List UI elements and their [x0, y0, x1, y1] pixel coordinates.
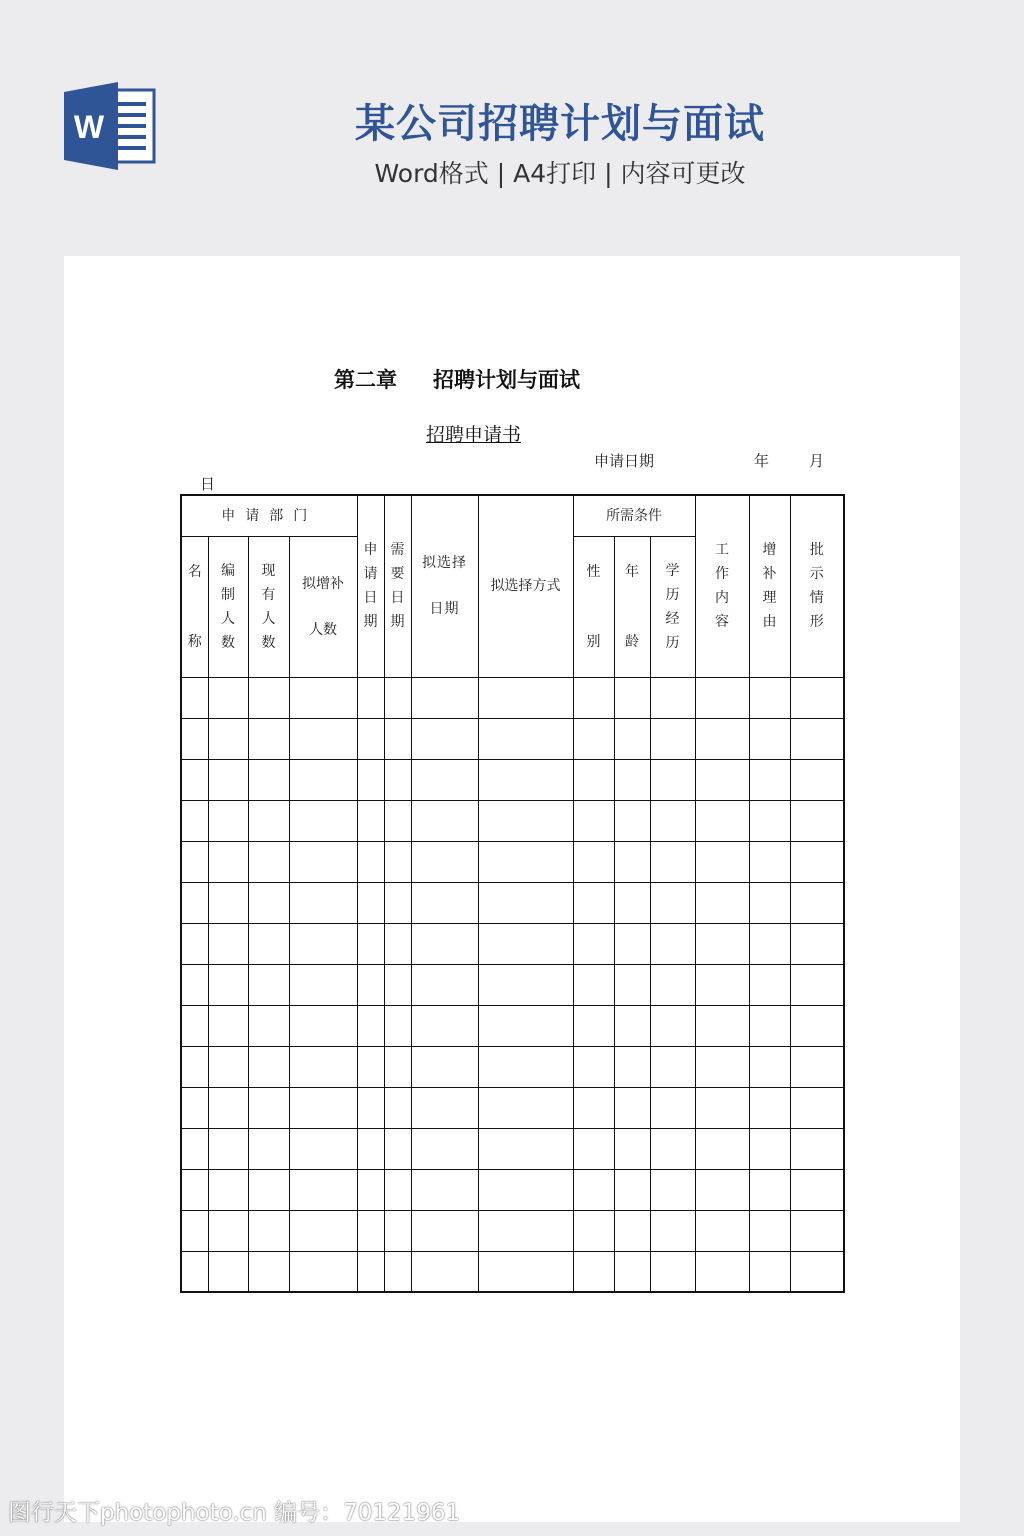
table-row [181, 1169, 844, 1210]
table-cell[interactable] [478, 677, 573, 718]
table-cell[interactable] [614, 1169, 650, 1210]
table-cell[interactable] [614, 1128, 650, 1169]
table-cell[interactable] [248, 1128, 289, 1169]
table-cell[interactable] [248, 882, 289, 923]
table-cell[interactable] [650, 1210, 695, 1251]
reason-header: 增补理由 [749, 495, 790, 677]
table-cell[interactable] [573, 964, 614, 1005]
table-cell[interactable] [650, 964, 695, 1005]
date-day: 日 [200, 475, 216, 493]
table-cell[interactable] [650, 718, 695, 759]
table-cell[interactable] [208, 1087, 248, 1128]
need-date-header: 需要日期 [384, 495, 411, 677]
table-cell[interactable] [614, 1005, 650, 1046]
table-cell[interactable] [289, 1046, 357, 1087]
table-cell[interactable] [384, 1046, 411, 1087]
table-cell[interactable] [573, 1128, 614, 1169]
table-cell[interactable] [384, 1087, 411, 1128]
table-row [181, 1251, 844, 1292]
chapter-title: 招聘计划与面试 [433, 368, 580, 392]
table-cell[interactable] [357, 1128, 384, 1169]
table-cell[interactable] [478, 1210, 573, 1251]
table-cell[interactable] [573, 1087, 614, 1128]
table-cell[interactable] [478, 841, 573, 882]
select-method-header: 拟选择方式 [478, 495, 573, 677]
table-cell[interactable] [478, 964, 573, 1005]
table-cell[interactable] [208, 1046, 248, 1087]
table-cell[interactable] [248, 841, 289, 882]
table-cell[interactable] [790, 923, 844, 964]
table-cell[interactable] [614, 718, 650, 759]
table-cell[interactable] [208, 759, 248, 800]
table-cell[interactable] [248, 1046, 289, 1087]
table-cell[interactable] [411, 882, 478, 923]
table-cell[interactable] [790, 1005, 844, 1046]
table-cell[interactable] [411, 718, 478, 759]
table-cell[interactable] [181, 841, 208, 882]
table-cell[interactable] [478, 1087, 573, 1128]
table-cell[interactable] [181, 1251, 208, 1292]
table-row [181, 1046, 844, 1087]
table-cell[interactable] [749, 677, 790, 718]
table-row [181, 964, 844, 1005]
table-cell[interactable] [790, 759, 844, 800]
table-cell[interactable] [181, 882, 208, 923]
header-row-1 [181, 495, 844, 536]
table-cell[interactable] [357, 1169, 384, 1210]
table-cell[interactable] [384, 800, 411, 841]
table-cell[interactable] [790, 1210, 844, 1251]
chapter-number: 第二章 [334, 368, 397, 392]
table-cell[interactable] [208, 882, 248, 923]
table-cell[interactable] [411, 1128, 478, 1169]
table-cell[interactable] [357, 800, 384, 841]
table-cell[interactable] [289, 1128, 357, 1169]
table-cell[interactable] [749, 1005, 790, 1046]
table-cell[interactable] [208, 1169, 248, 1210]
table-cell[interactable] [749, 1128, 790, 1169]
table-cell[interactable] [248, 1169, 289, 1210]
table-cell[interactable] [248, 718, 289, 759]
table-cell[interactable] [248, 923, 289, 964]
table-cell[interactable] [614, 964, 650, 1005]
table-cell[interactable] [181, 1005, 208, 1046]
table-cell[interactable] [289, 1005, 357, 1046]
table-cell[interactable] [695, 841, 749, 882]
table-cell[interactable] [573, 1210, 614, 1251]
current-staff-header: 现有人数 [248, 536, 289, 677]
table-cell[interactable] [790, 1046, 844, 1087]
table-cell[interactable] [289, 882, 357, 923]
table-cell[interactable] [614, 841, 650, 882]
table-cell[interactable] [208, 923, 248, 964]
table-cell[interactable] [357, 964, 384, 1005]
table-cell[interactable] [357, 718, 384, 759]
table-cell[interactable] [289, 923, 357, 964]
table-cell[interactable] [411, 800, 478, 841]
table-row [181, 841, 844, 882]
table-cell[interactable] [181, 1046, 208, 1087]
table-cell[interactable] [289, 800, 357, 841]
table-cell[interactable] [749, 1251, 790, 1292]
table-cell[interactable] [289, 1087, 357, 1128]
table-cell[interactable] [573, 759, 614, 800]
table-cell[interactable] [614, 1087, 650, 1128]
table-cell[interactable] [749, 882, 790, 923]
table-cell[interactable] [411, 1005, 478, 1046]
table-row [181, 1005, 844, 1046]
table-cell[interactable] [411, 1046, 478, 1087]
table-cell[interactable] [650, 1128, 695, 1169]
table-cell[interactable] [573, 1251, 614, 1292]
table-cell[interactable] [790, 800, 844, 841]
table-cell[interactable] [695, 1210, 749, 1251]
table-cell[interactable] [749, 841, 790, 882]
table-cell[interactable] [289, 1169, 357, 1210]
table-cell[interactable] [384, 964, 411, 1005]
page-subtitle: Word格式 | A4打印 | 内容可更改 [374, 159, 746, 188]
table-cell[interactable] [248, 964, 289, 1005]
table-cell[interactable] [181, 1128, 208, 1169]
table-cell[interactable] [695, 882, 749, 923]
table-cell[interactable] [384, 1251, 411, 1292]
table-cell[interactable] [411, 964, 478, 1005]
table-cell[interactable] [614, 882, 650, 923]
recruitment-table [180, 494, 845, 1293]
watermark: 图行天下photophoto.cn 编号：70121961 [8, 1500, 461, 1526]
date-year: 年 [754, 452, 770, 470]
table-cell[interactable] [650, 1046, 695, 1087]
table-cell[interactable] [695, 964, 749, 1005]
table-cell[interactable] [289, 759, 357, 800]
staffing-header: 编制人数 [208, 536, 248, 677]
table-cell[interactable] [573, 677, 614, 718]
select-date-header: 拟选择日期 [411, 495, 478, 677]
age-header: 年龄 [614, 536, 650, 677]
table-cell[interactable] [573, 923, 614, 964]
table-cell[interactable] [749, 923, 790, 964]
table-cell[interactable] [181, 964, 208, 1005]
table-cell[interactable] [650, 882, 695, 923]
table-cell[interactable] [614, 759, 650, 800]
table-row [181, 1128, 844, 1169]
table-cell[interactable] [289, 964, 357, 1005]
table-cell[interactable] [411, 759, 478, 800]
table-cell[interactable] [695, 1128, 749, 1169]
table-cell[interactable] [181, 1087, 208, 1128]
table-cell[interactable] [695, 1005, 749, 1046]
table-cell[interactable] [790, 677, 844, 718]
table-row [181, 1210, 844, 1251]
table-cell[interactable] [384, 718, 411, 759]
table-cell[interactable] [790, 841, 844, 882]
table-row [181, 718, 844, 759]
name-header: 名称 [181, 536, 208, 677]
table-cell[interactable] [248, 1005, 289, 1046]
table-cell[interactable] [650, 841, 695, 882]
table-cell[interactable] [650, 1005, 695, 1046]
table-cell[interactable] [573, 841, 614, 882]
table-row [181, 677, 844, 718]
table-row [181, 923, 844, 964]
table-cell[interactable] [749, 1046, 790, 1087]
table-cell[interactable] [384, 1005, 411, 1046]
table-cell[interactable] [614, 923, 650, 964]
table-cell[interactable] [384, 759, 411, 800]
table-cell[interactable] [384, 1169, 411, 1210]
table-cell[interactable] [650, 1251, 695, 1292]
table-cell[interactable] [248, 677, 289, 718]
table-cell[interactable] [384, 677, 411, 718]
table-cell[interactable] [208, 1251, 248, 1292]
table-cell[interactable] [289, 1251, 357, 1292]
table-cell[interactable] [614, 677, 650, 718]
table-cell[interactable] [749, 800, 790, 841]
table-cell[interactable] [248, 1087, 289, 1128]
table-cell[interactable] [478, 1128, 573, 1169]
table-cell[interactable] [478, 718, 573, 759]
table-cell[interactable] [384, 1128, 411, 1169]
table-cell[interactable] [614, 1046, 650, 1087]
table-cell[interactable] [695, 923, 749, 964]
table-cell[interactable] [614, 800, 650, 841]
table-cell[interactable] [790, 1169, 844, 1210]
table-cell[interactable] [357, 1251, 384, 1292]
table-cell[interactable] [181, 718, 208, 759]
table-cell[interactable] [749, 1210, 790, 1251]
apply-date-header: 申请日期 [357, 495, 384, 677]
table-cell[interactable] [357, 923, 384, 964]
table-cell[interactable] [650, 677, 695, 718]
word-icon [64, 82, 156, 170]
table-cell[interactable] [790, 964, 844, 1005]
table-cell[interactable] [357, 1046, 384, 1087]
table-cell[interactable] [248, 800, 289, 841]
word-logo-letter: W [73, 109, 105, 145]
table-cell[interactable] [749, 964, 790, 1005]
table-cell[interactable] [650, 923, 695, 964]
table-cell[interactable] [695, 718, 749, 759]
table-cell[interactable] [695, 1251, 749, 1292]
table-cell[interactable] [695, 759, 749, 800]
table-cell[interactable] [181, 800, 208, 841]
table-cell[interactable] [749, 1087, 790, 1128]
table-row [181, 759, 844, 800]
table-cell[interactable] [573, 1005, 614, 1046]
table-cell[interactable] [411, 677, 478, 718]
table-cell[interactable] [695, 1169, 749, 1210]
table-cell[interactable] [411, 1210, 478, 1251]
table-cell[interactable] [289, 677, 357, 718]
table-cell[interactable] [357, 759, 384, 800]
table-cell[interactable] [790, 1128, 844, 1169]
table-cell[interactable] [384, 1210, 411, 1251]
table-cell[interactable] [614, 1210, 650, 1251]
chapter-heading [334, 364, 834, 394]
table-cell[interactable] [208, 1210, 248, 1251]
table-cell[interactable] [749, 759, 790, 800]
table-cell[interactable] [478, 800, 573, 841]
table-cell[interactable] [181, 1210, 208, 1251]
table-cell[interactable] [790, 718, 844, 759]
table-cell[interactable] [357, 1005, 384, 1046]
requirements-header: 所需条件 [573, 495, 695, 536]
table-cell[interactable] [181, 759, 208, 800]
table-cell[interactable] [248, 759, 289, 800]
table-row [181, 800, 844, 841]
table-cell[interactable] [650, 800, 695, 841]
education-header: 学历经历 [650, 536, 695, 677]
table-cell[interactable] [411, 841, 478, 882]
table-cell[interactable] [208, 677, 248, 718]
table-cell[interactable] [208, 964, 248, 1005]
table-cell[interactable] [790, 1087, 844, 1128]
table-cell[interactable] [650, 759, 695, 800]
table-cell[interactable] [695, 800, 749, 841]
table-cell[interactable] [478, 1169, 573, 1210]
table-cell[interactable] [181, 1169, 208, 1210]
table-cell[interactable] [357, 882, 384, 923]
date-label: 申请日期 [594, 452, 655, 470]
table-cell[interactable] [573, 1169, 614, 1210]
table-cell[interactable] [695, 1087, 749, 1128]
table-cell[interactable] [357, 841, 384, 882]
table-cell[interactable] [790, 1251, 844, 1292]
gender-header: 性别 [573, 536, 614, 677]
table-cell[interactable] [411, 1087, 478, 1128]
table-cell[interactable] [208, 1128, 248, 1169]
table-cell[interactable] [289, 718, 357, 759]
table-cell[interactable] [248, 1251, 289, 1292]
table-cell[interactable] [181, 923, 208, 964]
table-cell[interactable] [478, 1005, 573, 1046]
document-page [64, 256, 960, 1522]
form-title: 招聘申请书 [426, 424, 522, 446]
table-cell[interactable] [573, 718, 614, 759]
table-cell[interactable] [289, 841, 357, 882]
table-cell[interactable] [695, 1046, 749, 1087]
table-cell[interactable] [573, 1046, 614, 1087]
table-cell[interactable] [357, 1210, 384, 1251]
table-cell[interactable] [411, 1169, 478, 1210]
table-cell[interactable] [384, 882, 411, 923]
table-cell[interactable] [650, 1169, 695, 1210]
table-row [181, 1087, 844, 1128]
table-cell[interactable] [357, 677, 384, 718]
planned-staff-header: 拟增补人数 [289, 536, 357, 677]
table-cell[interactable] [573, 800, 614, 841]
dept-group-header: 申请部门 [181, 495, 357, 536]
table-row [181, 882, 844, 923]
table-cell[interactable] [289, 1210, 357, 1251]
table-cell[interactable] [208, 841, 248, 882]
table-cell[interactable] [208, 1005, 248, 1046]
table-cell[interactable] [384, 923, 411, 964]
table-cell[interactable] [478, 1251, 573, 1292]
table-cell[interactable] [411, 1251, 478, 1292]
table-cell[interactable] [573, 882, 614, 923]
table-cell[interactable] [248, 1210, 289, 1251]
table-cell[interactable] [478, 759, 573, 800]
table-cell[interactable] [614, 1251, 650, 1292]
table-cell[interactable] [208, 800, 248, 841]
table-cell[interactable] [650, 1087, 695, 1128]
table-cell[interactable] [478, 1046, 573, 1087]
table-cell[interactable] [181, 677, 208, 718]
table-cell[interactable] [208, 718, 248, 759]
table-cell[interactable] [790, 882, 844, 923]
table-cell[interactable] [478, 923, 573, 964]
page-title: 某公司招聘计划与面试 [355, 101, 765, 147]
table-cell[interactable] [357, 1087, 384, 1128]
table-cell[interactable] [749, 718, 790, 759]
table-cell[interactable] [384, 841, 411, 882]
date-month: 月 [809, 452, 825, 470]
table-cell[interactable] [478, 882, 573, 923]
job-content-header: 工作内容 [695, 495, 749, 677]
table-cell[interactable] [749, 1169, 790, 1210]
table-cell[interactable] [411, 923, 478, 964]
approval-header: 批示情形 [790, 495, 844, 677]
table-cell[interactable] [695, 677, 749, 718]
